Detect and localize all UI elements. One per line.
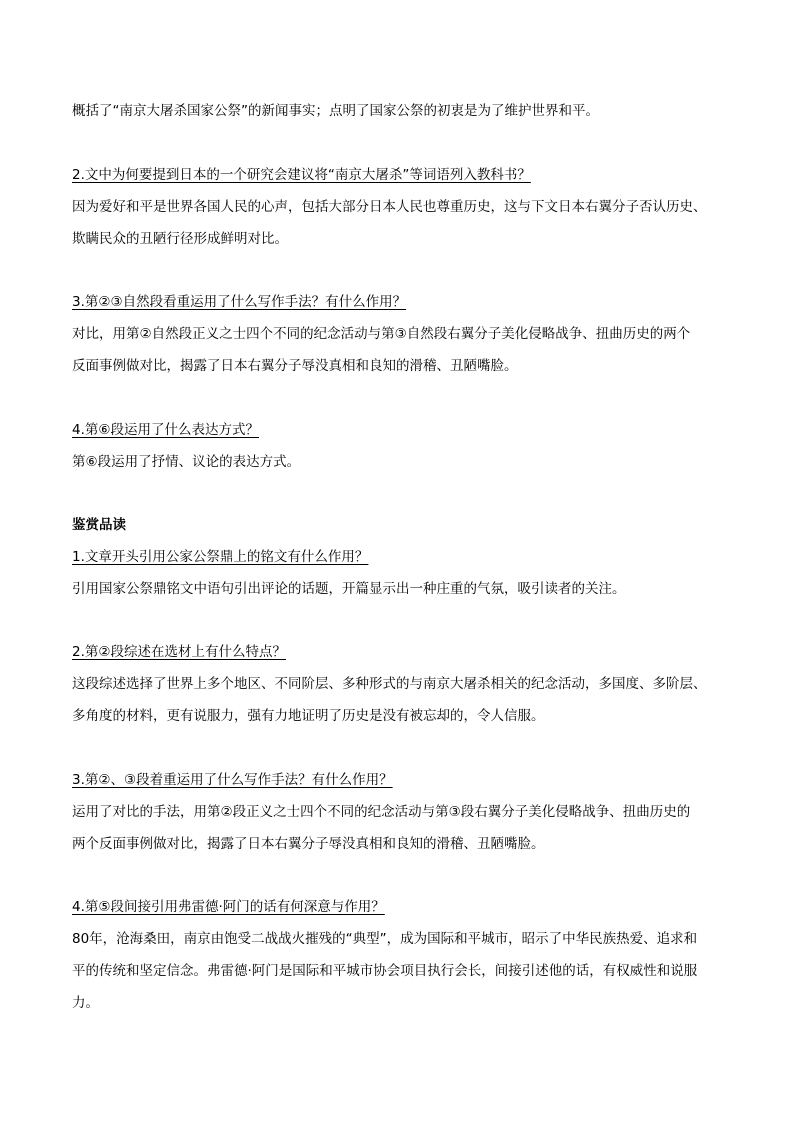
answer-3-line-1: 对比，用第②自然段正义之士四个不同的纪念活动与第③自然段右翼分子美化侵略战争、扭曲历史的两个 — [72, 326, 691, 342]
answer-2-line-1: 因为爱好和平是世界各国人民的心声，包括大部分日本人民也尊重历史，这与下文日本右翼分子否认历史、 — [72, 199, 707, 215]
appreciation-question-1: 1.文章开头引用公家公祭鼎上的铭文有什么作用？ — [72, 549, 369, 565]
appreciation-answer-4-line-1: 80年，沧海桑田，南京由饱受二战战火摧残的“典型”，成为国际和平城市，昭示了中华民族热爱、追求和 — [72, 931, 698, 947]
question-2: 2.文中为何要提到日本的一个研究会建议将“南京大屠杀”等词语列入教科书？ — [72, 167, 531, 183]
appreciation-question-4: 4.第⑤段间接引用弗雷德·阿门的话有何深意与作用？ — [72, 899, 385, 915]
appreciation-answer-2-line-1: 这段综述选择了世界上多个地区、不同阶层、多种形式的与南京大屠杀相关的纪念活动，多国度、多阶层、 — [72, 676, 707, 692]
answer-2-line-2: 欺瞒民众的丑陋行径形成鲜明对比。 — [72, 231, 288, 247]
question-3: 3.第②③自然段看重运用了什么写作手法？有什么作用？ — [72, 294, 407, 310]
section-heading: 鉴赏品读 — [72, 517, 126, 533]
question-4: 4.第⑥段运用了什么表达方式？ — [72, 422, 259, 438]
appreciation-answer-3-line-1: 运用了对比的手法，用第②段正义之士四个不同的纪念活动与第③段右翼分子美化侵略战争、扭曲历史的 — [72, 804, 691, 820]
appreciation-question-3: 3.第②、③段着重运用了什么写作手法？有什么作用？ — [72, 772, 393, 788]
appreciation-answer-2-line-2: 多角度的材料，更有说服力，强有力地证明了历史是没有被忘却的，令人信服。 — [72, 708, 545, 724]
answer-4-line-1: 第⑥段运用了抒情、议论的表达方式。 — [72, 454, 301, 470]
appreciation-answer-4-line-2: 平的传统和坚定信念。弗雷德·阿门是国际和平城市协会项目执行会长，间接引述他的话，有权威性和说服 — [72, 963, 698, 979]
appreciation-answer-1-line-1: 引用国家公祭鼎铭文中语句引出评论的话题，开篇显示出一种庄重的气氛，吸引读者的关注。 — [72, 581, 626, 597]
appreciation-question-2: 2.第②段综述在选材上有什么特点？ — [72, 644, 286, 660]
intro-answer: 概括了“南京大屠杀国家公祭”的新闻事实；点明了国家公祭的初衷是为了维护世界和平。 — [72, 103, 599, 119]
answer-3-line-2: 反面事例做对比，揭露了日本右翼分子辱没真相和良知的滑稽、丑陋嘴脸。 — [72, 358, 518, 374]
appreciation-answer-4-line-3: 力。 — [72, 995, 99, 1011]
appreciation-answer-3-line-2: 两个反面事例做对比，揭露了日本右翼分子辱没真相和良知的滑稽、丑陋嘴脸。 — [72, 836, 545, 852]
